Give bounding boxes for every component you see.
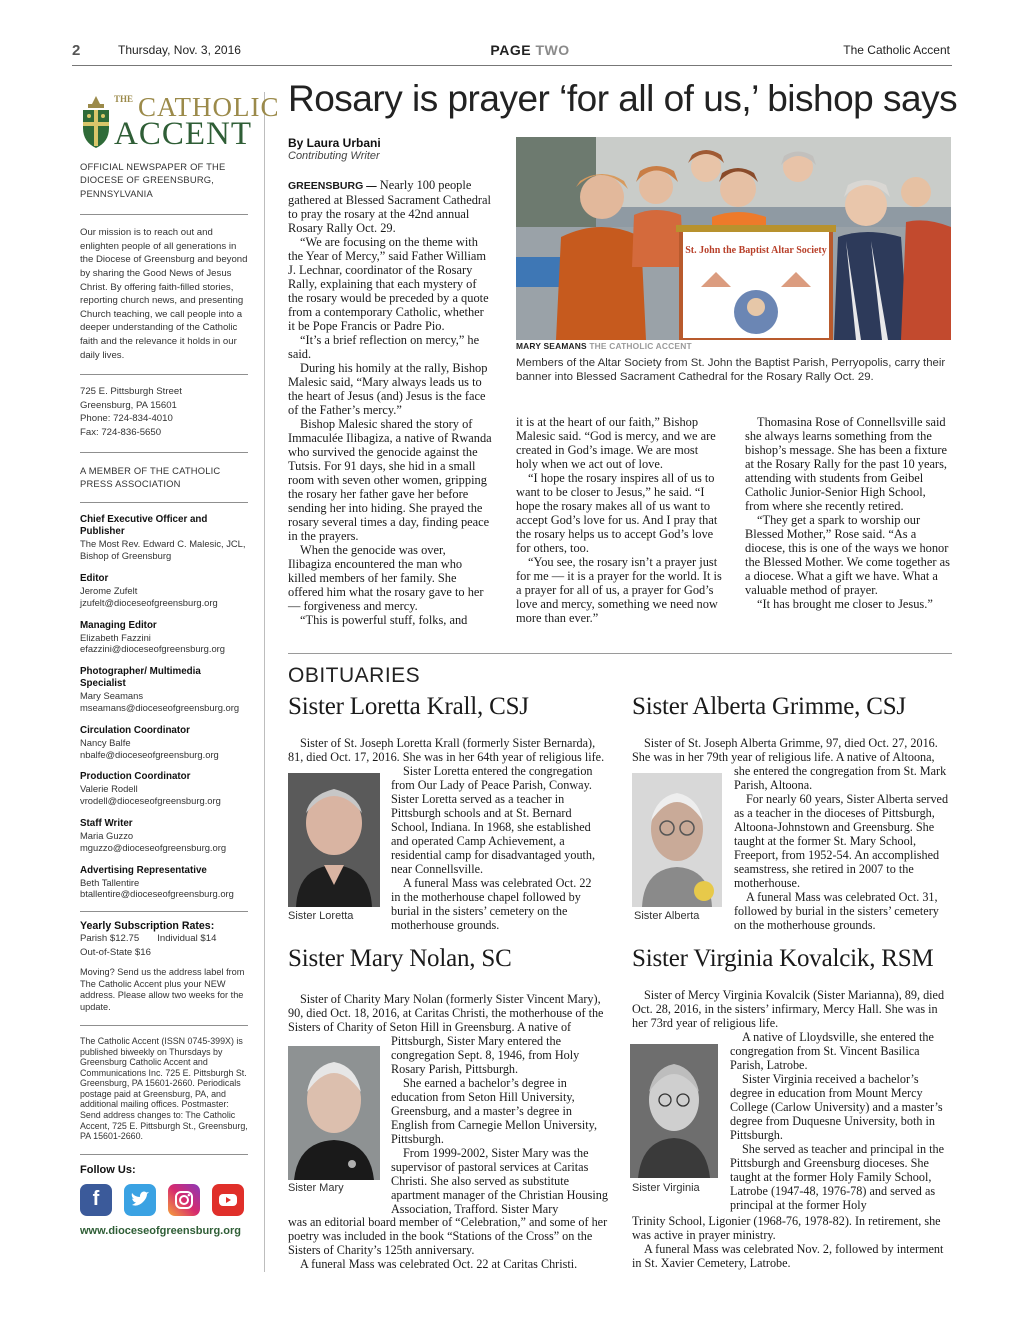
follow-us-label: Follow Us: [80,1163,136,1176]
staff-entry [80,666,248,714]
official-newspaper-note: OFFICIAL NEWSPAPER OF THE DIOCESE OF GREENSBURG, PENNSYLVANIA [80,161,226,199]
header-rule [72,65,952,66]
article-byline-role: Contributing Writer [288,150,380,162]
obit-paragraph: Sister Loretta entered the congregation from Our Lady of Peace Parish, Conway. Sister Loretta served as a teacher in Pittsburgh schools and at St. Bernard School, Indiana. In 1968, she established and operated Camp Achievement, a residential camp for disadvantaged youth, near Connellsville. [391,764,596,876]
obit-paragraph: From 1999-2002, Sister Mary was the supervisor of pastoral services at Caritas Christi. She also served as substitute apartment manager of the Christian Housing Association, Trafford. Sister Mary [391,1146,608,1216]
staff-title: Advertising Representative [80,864,207,876]
issue-date: Thursday, Nov. 3, 2016 [118,43,241,57]
article-column-1 [288,178,492,627]
obit-paragraph: A funeral Mass was celebrated Oct. 31, followed by burial in the sisters’ cemetery on the motherhouse grounds. [734,890,939,932]
staff-entry [80,725,248,761]
address-street: 725 E. Pittsburgh Street [80,386,182,398]
diocese-crest-icon [80,94,112,150]
photo-credit-name: MARY SEAMANS [516,341,587,351]
sidebar-rule [80,502,248,503]
obit-body-nolan [391,1034,609,1216]
portrait-caption-grimme: Sister Alberta [634,910,700,922]
website-link[interactable]: www.dioceseofgreensburg.org [80,1224,241,1237]
staff-entry [80,818,248,854]
photo-credit [516,341,692,351]
staff-line: Elizabeth Fazzini [80,631,151,643]
staff-title: Chief Executive Officer and Publisher [80,514,208,538]
obit-lead-krall: Sister of St. Joseph Loretta Krall (formerly Sister Bernarda), 81, died Oct. 17, 2016. She was in her 64th year of religious life. [288,736,605,764]
obit-lead-kovalcik: Sister of Mercy Virginia Kovalcik (Sister Marianna), 89, died Oct. 28, 2016, in the sisters’ infirmary, Mercy Hall. She was in her 73rd year of religious life. [632,988,945,1030]
obit-paragraph: She earned a bachelor’s degree in education from Seton Hill University, Greensburg, and a master’s degree in English from Carnegie Mellon University, Pittsburgh. [391,1076,598,1146]
article-paragraph: “We are focusing on the theme with the Year of Mercy,” said Father William J. Lechnar, coordinator of the Rosary Rally, explaining that each mystery of the rosary would be preceded by a quote from a contemporary Catholic, whether it be Pope Francis or Padre Pio. [288,235,489,333]
page-number: 2 [72,42,81,59]
article-dateline: GREENSBURG — [288,180,377,192]
staff-entry [80,865,248,901]
portrait-sister-alberta [632,773,722,907]
obit-lead-grimme: Sister of St. Joseph Alberta Grimme, 97, died Oct. 27, 2016. She was in her 79th year of religious life. A native of Altoona, [632,736,938,764]
staff-line: The Most Rev. Edward C. Malesic, JCL, [80,538,246,550]
banner-lettering: St. John the Baptist Altar Society [685,245,827,256]
subscription-rates-row [80,932,248,946]
obit-paragraph: she entered the congregation from St. Mark Parish, Altoona. [734,764,947,792]
obit-paragraph: A funeral Mass was celebrated Nov. 2, followed by interment in St. Xavier Cemetery, Latrobe. [632,1242,944,1270]
article-paragraph: Bishop Malesic shared the story of Immaculée Ilibagiza, a native of Rwanda who survived the genocide against the Tutsis. For 91 days, she hid in a small room with seven other women, gripping the rosary her father gave her before sending her into hiding. She prayed the rosary several times a day, finding peace in the prayers. [288,417,492,543]
obit-tail-nolan [288,1215,608,1271]
portrait-caption-krall: Sister Loretta [288,910,354,922]
obit-paragraph: A native of Lloydsville, she entered the congregation from St. Vincent Basilica Parish, Latrobe. [730,1030,934,1072]
obit-paragraph: Pittsburgh, Sister Mary entered the congregation Sept. 8, 1946, from Holy Rosary Parish, Pittsburgh. [391,1034,580,1076]
staff-title: Staff Writer [80,817,133,829]
portrait-sister-virginia [630,1044,718,1178]
article-paragraph: “They get a spark to worship our Blessed Mother,” Rose said. “As a diocese, this is one of the ways we honor the Blessed Mother. We come together as a diocese. What a gift we have. What a valuable method of prayer. [745,513,950,597]
obit-paragraph: Trinity School, Ligonier (1968-76, 1978-82). In retirement, she was active in prayer ministry. [632,1214,941,1242]
portrait-sister-mary [288,1046,380,1180]
article-paragraph: During his homily at the rally, Bishop Malesic said, “Mary always leads us to the heart of Jesus (and) Jesus is the face of the Father’s mercy.” [288,361,488,417]
sidebar-rule [80,911,248,912]
staff-line: Bishop of Greensburg [80,550,172,562]
article-paragraph: “This is powerful stuff, folks, and [300,613,468,627]
rosary-rally-photo [516,137,951,340]
staff-line: Valerie Rodell [80,783,138,795]
article-headline: Rosary is prayer ‘for all of us,’ bishop says [288,78,958,119]
obituaries-section-title: OBITUARIES [288,664,421,687]
obit-body-grimme [734,764,952,932]
obituaries-rule [288,653,952,654]
staff-line: Maria Guzzo [80,829,134,841]
twitter-icon[interactable] [124,1184,156,1216]
obit-paragraph: A funeral Mass was celebrated Oct. 22 at Caritas Christi. [300,1257,578,1271]
staff-title: Photographer/ Multimedia Specialist [80,666,201,690]
article-paragraph: “You see, the rosary isn’t a prayer just for me — it is a prayer for the world. It is a prayer for all of us, a prayer for God’s love and mercy, something we need now more than ever.” [516,555,722,625]
obit-name-grimme: Sister Alberta Grimme, CSJ [632,693,906,720]
facebook-icon[interactable]: f [80,1184,112,1216]
portrait-sister-loretta [288,773,380,907]
sidebar-rule [80,214,248,215]
press-association-note: A MEMBER OF THE CATHOLIC PRESS ASSOCIATION [80,464,221,489]
rate-individual: Individual $14 [157,933,217,945]
postal-statement: The Catholic Accent (ISSN 0745-399X) is published biweekly on Thursdays by Greensburg Catholic Accent and Communications Inc. 725 E. Pittsburgh St. Greensburg, PA 15601-2660. Periodicals postage paid at Greensburg, PA, and additional mailing offices. Postmaster: Send address changes to: The Catholic Accent, 725 E. Pittsburgh St., Greensburg, PA 15601-2660. [80,1035,248,1142]
staff-email[interactable]: jzufelt@dioceseofgreensburg.org [80,596,218,608]
obit-paragraph: Sister Virginia received a bachelor’s degree in education from Mount Mercy College (Carlow University) and a master’s degree from Duquesne University, both in Pittsburgh. [730,1072,943,1142]
subscription-rates [80,920,248,959]
article-byline: By Laura Urbani [288,136,381,150]
staff-entry [80,620,248,656]
obit-body-krall [391,764,603,932]
article-paragraph: “I hope the rosary inspires all of us to want to be closer to Jesus,” he said. “I hope the rosary makes all of us want to accept God’s love for us. And I pray that the rosary helps us to accept God’s love for others, too. [516,471,718,555]
address-fax: Fax: 724-836-5650 [80,426,162,438]
staff-title: Circulation Coordinator [80,724,190,736]
staff-directory [80,514,248,900]
staff-line: Jerome Zufelt [80,584,138,596]
social-links [80,1184,248,1216]
article-paragraph: When the genocide was over, Ilibagiza encountered the man who killed members of her family. She offered him what the rosary gave to her — forgiveness and mercy. [288,543,484,613]
sidebar-rule [80,1025,248,1026]
mission-statement: Our mission is to reach out and enlighten people of all generations in the Diocese of Greensburg and beyond by sharing the Good News of Jesus Christ. By offering faith-filled stories, reporting church news, and presenting Church teaching, we call people into a deeper understanding of the Catholic faith and the relevance it holds in our daily lives. [80,227,248,361]
staff-email[interactable]: mseamans@dioceseofgreensburg.org [80,701,240,713]
staff-email[interactable]: nbalfe@dioceseofgreensburg.org [80,748,219,760]
article-paragraph: “It has brought me closer to Jesus.” [757,597,933,611]
portrait-caption-kovalcik: Sister Virginia [632,1182,700,1194]
photo-caption: Members of the Altar Society from St. John the Baptist Parish, Perryopolis, carry their banner into Blessed Sacrament Cathedral for the Rosary Rally Oct. 29. [516,357,946,383]
sidebar-rule [80,1154,248,1155]
paper-name: The Catholic Accent [843,43,950,57]
staff-entry [80,771,248,807]
obit-paragraph: She served as teacher and principal in the Pittsburgh and Greensburg dioceses. She taught at the former Holy Family School, Latrobe (1947-48, 1976-78) and served as principal at the former Holy [730,1142,945,1212]
staff-email[interactable]: mguzzo@dioceseofgreensburg.org [80,841,227,853]
sidebar-divider [264,92,265,1272]
sidebar-rule [80,374,248,375]
obit-lead-nolan: Sister of Charity Mary Nolan (formerly Sister Vincent Mary), 90, died Oct. 18, 2016, at Caritas Christi, the motherhouse of the Sisters of Charity of Seton Hill in Greensburg. A native of [288,992,604,1034]
staff-title: Managing Editor [80,619,157,631]
obit-paragraph: A funeral Mass was celebrated Oct. 22 in the motherhouse chapel followed by burial in the sisters’ cemetery on the motherhouse grounds. [391,876,592,932]
logo-catholic: CATHOLIC [138,92,280,122]
rate-parish: Parish $12.75 [80,933,140,945]
article-paragraph: “It’s a brief reflection on mercy,” he said. [288,333,480,361]
article-column-2 [516,415,722,625]
portrait-caption-nolan: Sister Mary [288,1182,344,1194]
section-label-two: TWO [535,42,570,58]
moving-notice: Moving? Send us the address label from The Catholic Accent plus your NEW address. Please allow two weeks for the update. [80,967,245,1012]
staff-email[interactable]: btallentire@dioceseofgreensburg.org [80,888,234,900]
section-label-page: PAGE [490,42,532,58]
article-paragraph: it is at the heart of our faith,” Bishop Malesic said. “God is mercy, and we are created in God’s image. We are most holy when we act out of love. [516,415,716,471]
instagram-icon[interactable] [168,1184,200,1216]
article-paragraph: Thomasina Rose of Connellsville said she always learns something from the bishop’s message. She has been a fixture at the Rosary Rally for the past 10 years, attending with students from Geibel Catholic Junior-Senior High School, from where she recently retired. [745,415,947,513]
staff-email[interactable]: efazzini@dioceseofgreensburg.org [80,643,226,655]
staff-entry [80,573,248,609]
rate-out-of-state: Out-of-State $16 [80,946,151,958]
photo-credit-org: THE CATHOLIC ACCENT [589,341,692,351]
staff-title: Editor [80,572,109,584]
staff-email[interactable]: vrodell@dioceseofgreensburg.org [80,795,221,807]
obit-name-kovalcik: Sister Virginia Kovalcik, RSM [632,945,934,972]
article-column-3 [745,415,951,611]
contact-address [80,385,248,439]
staff-entry [80,514,248,562]
obit-name-krall: Sister Loretta Krall, CSJ [288,693,529,720]
staff-line: Mary Seamans [80,690,144,702]
section-label [460,42,600,58]
masthead-sidebar [80,92,280,1237]
obit-paragraph: For nearly 60 years, Sister Alberta served as a teacher in the dioceses of Pittsburgh, Altoona-Johnstown and Greensburg. She taught at the former St. Mary School, Freeport, from 1952-54. An accomplished seamstress, she retired in 2007 to the motherhouse. [734,792,949,890]
obit-tail-kovalcik [632,1214,952,1270]
obit-body-kovalcik [730,1030,952,1212]
logo-accent: ACCENT [114,116,252,152]
article-paragraph [288,178,492,235]
staff-title: Production Coordinator [80,771,191,783]
sidebar-rule [80,452,248,453]
subscription-title: Yearly Subscription Rates: [80,920,215,933]
address-city: Greensburg, PA 15601 [80,399,177,411]
staff-line: Beth Tallentire [80,876,140,888]
youtube-icon[interactable] [212,1184,244,1216]
staff-line: Nancy Balfe [80,736,131,748]
obit-name-nolan: Sister Mary Nolan, SC [288,945,512,972]
catholic-accent-logo [80,92,280,154]
logo-the: THE [114,94,134,104]
obit-paragraph: was an editorial board member of “Celebration,” and some of her poetry was included in the book “Stations of the Cross” on the Sisters of Charity’s 125th anniversary. [288,1215,608,1257]
address-phone: Phone: 724-834-4010 [80,413,173,425]
article-paragraph-text: Nearly 100 people gathered at Blessed Sacrament Cathedral to pray the rosary at the 42nd annual Rosary Rally Oct. 29. [288,178,491,235]
